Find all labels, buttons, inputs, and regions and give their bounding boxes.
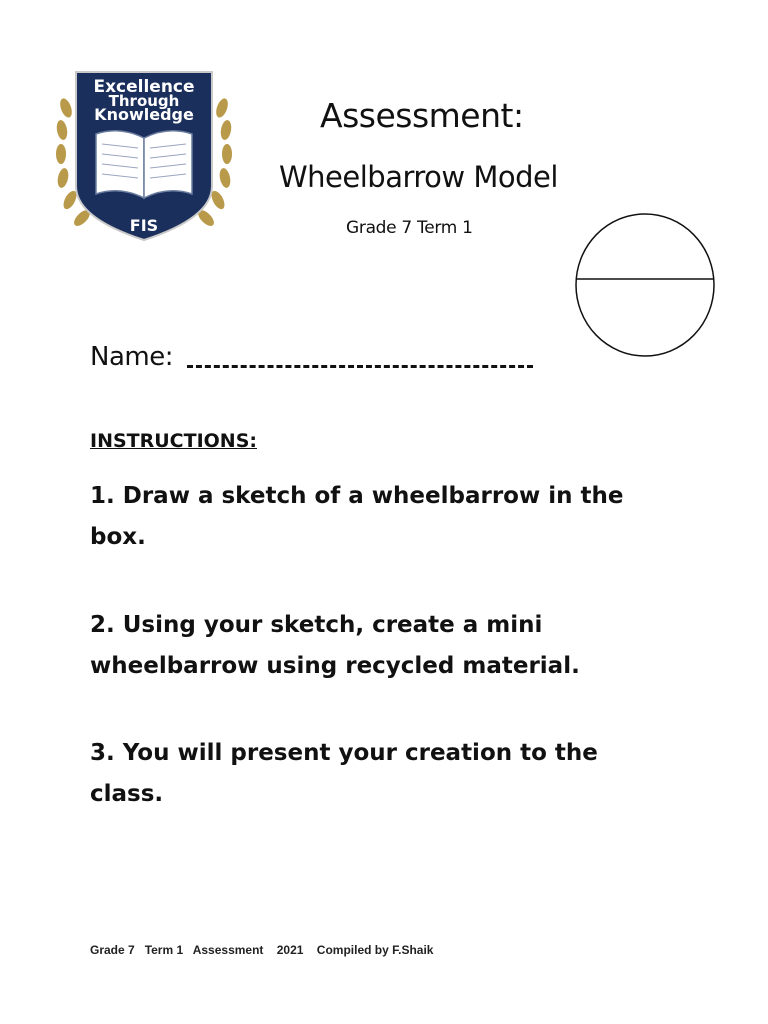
name-label: Name:	[90, 342, 173, 372]
logo-motto-line2: Through	[108, 92, 180, 110]
logo-motto-line1: Excellence	[93, 77, 195, 97]
logo-school-abbr: FIS	[129, 216, 159, 235]
instructions-heading: INSTRUCTIONS:	[90, 430, 257, 452]
assessment-subtitle: Wheelbarrow Model	[279, 160, 558, 194]
instruction-item-1: 1. Draw a sketch of a wheelbarrow in the box.	[90, 483, 624, 550]
logo-motto-line3: Knowledge	[94, 105, 194, 124]
instruction-item-2: 2. Using your sketch, create a mini wheelbarrow using recycled material.	[90, 612, 580, 679]
name-field[interactable]	[90, 342, 533, 372]
instruction-item-3: 3. You will present your creation to the class.	[90, 740, 598, 807]
open-book-icon	[96, 131, 192, 198]
name-blank-line[interactable]	[187, 363, 533, 368]
school-logo	[52, 68, 236, 246]
grade-term-label: Grade 7 Term 1	[346, 218, 473, 238]
score-circle-icon	[574, 212, 716, 358]
page-footer: Grade 7 Term 1 Assessment 2021 Compiled by F.Shaik	[90, 943, 434, 957]
assessment-title: Assessment:	[320, 96, 524, 135]
